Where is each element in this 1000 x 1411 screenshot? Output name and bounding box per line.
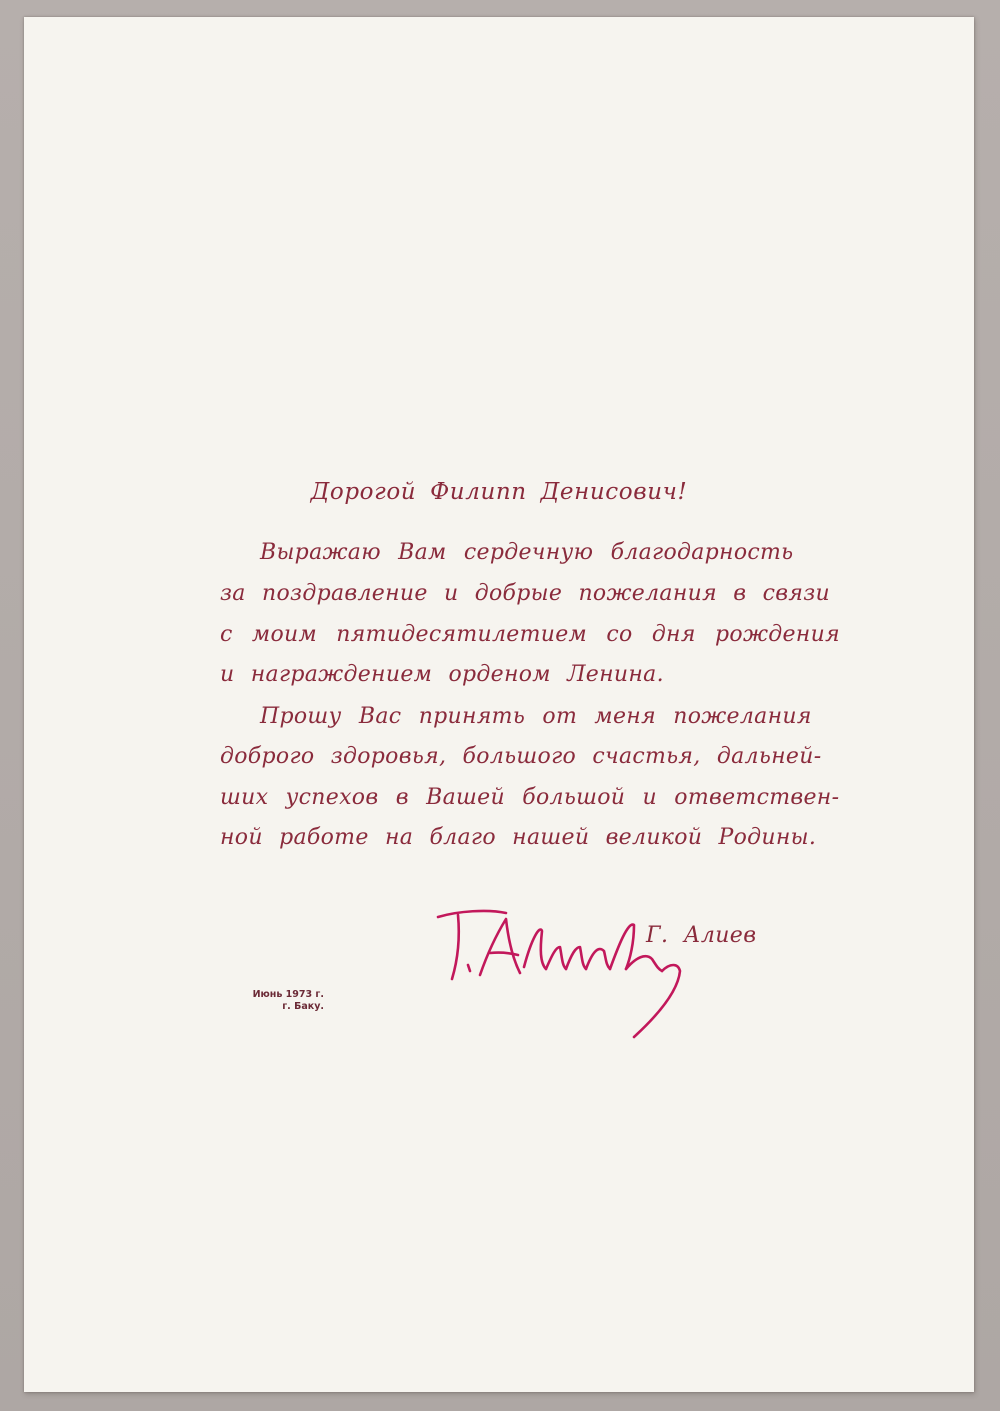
place-text: г. Баку.: [282, 1001, 324, 1012]
paragraph-1-line-2: за поздравление и добрые пожелания в связи: [220, 581, 831, 606]
date-place-block: [214, 989, 324, 1013]
signer-name: Г. Алиев: [646, 923, 757, 948]
date-text: Июнь 1973 г.: [252, 989, 324, 1000]
paragraph-2-line-2: доброго здоровья, большого счастья, дальней-: [220, 744, 822, 769]
handwritten-signature: [428, 897, 698, 1047]
paragraph-2-line-3: ших успехов в Вашей большой и ответствен-: [220, 785, 840, 810]
paragraph-1-line-4: и награждением орденом Ленина.: [220, 662, 664, 687]
paragraph-2-line-1: Прошу Вас принять от меня пожелания: [260, 704, 812, 729]
letter-body: [24, 17, 974, 1392]
paragraph-1-line-3: с моим пятидесятилетием со дня рождения: [220, 622, 840, 647]
paragraph-1-line-1: Выражаю Вам сердечную благодарность: [260, 540, 794, 565]
greeting: Дорогой Филипп Денисович!: [310, 479, 688, 505]
paragraph-2-line-4: ной работе на благо нашей великой Родины.: [220, 825, 817, 850]
letter-sheet: [24, 17, 974, 1392]
